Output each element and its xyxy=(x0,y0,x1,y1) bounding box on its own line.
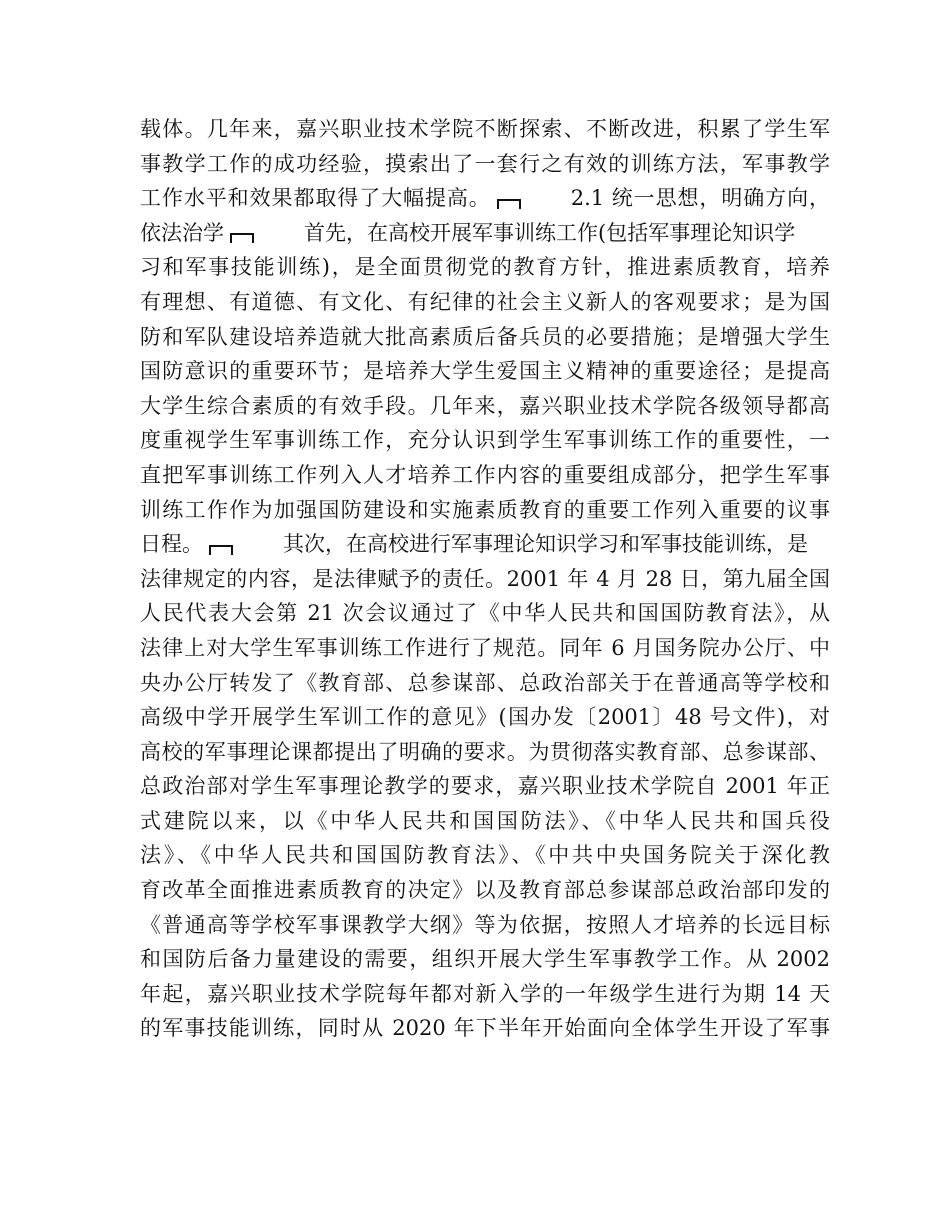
paragraph-mark-icon xyxy=(497,199,521,209)
section-heading: 2.1 统一思想，明确方向， xyxy=(570,186,831,211)
text-line: 式建院以来，以《中华人民共和国国防法》、《中华人民共和国兵役 xyxy=(140,808,830,833)
text-line: 国防意识的重要环节；是培养大学生爱国主义精神的重要途径；是提高 xyxy=(140,359,830,384)
text-line: 有理想、有道德、有文化、有纪律的社会主义新人的客观要求；是为国 xyxy=(140,289,830,314)
text-line xyxy=(140,216,830,251)
paragraph-mark-icon xyxy=(209,545,233,555)
text-line: 育改革全面推进素质教育的决定》以及教育部总参谋部总政治部印发的 xyxy=(140,878,830,903)
text-line: 习和军事技能训练)，是全面贯彻党的教育方针，推进素质教育，培养 xyxy=(140,255,830,280)
text-line: 事教学工作的成功经验，摸索出了一套行之有效的训练方法，军事教学 xyxy=(140,151,830,176)
text-line xyxy=(140,527,830,562)
text-line: 的军事技能训练，同时从 2020 年下半年开始面向全体学生开设了军事 xyxy=(140,1016,830,1041)
section-heading-cont: 依法治学 xyxy=(140,220,224,245)
text-fragment: 工作水平和效果都取得了大幅提高。 xyxy=(140,186,491,211)
text-line: 直把军事训练工作列入人才培养工作内容的重要组成部分，把学生军事 xyxy=(140,462,830,487)
text-fragment: 其次，在高校进行军事理论知识学习和军事技能训练，是 xyxy=(283,532,808,557)
text-line: 大学生综合素质的有效手段。几年来，嘉兴职业技术学院各级领导都高 xyxy=(140,393,830,418)
text-line: 法律规定的内容，是法律赋予的责任。2001 年 4 月 28 日，第九届全国 xyxy=(140,566,830,591)
text-line: 年起，嘉兴职业技术学院每年都对新入学的一年级学生进行为期 14 天 xyxy=(140,981,830,1006)
text-line: 法》、《中华人民共和国国防教育法》、《中共中央国务院关于深化教 xyxy=(140,843,830,868)
paragraph-mark-icon xyxy=(230,233,254,243)
text-line: 和国防后备力量建设的需要，组织开展大学生军事教学工作。从 2002 xyxy=(140,947,830,972)
text-line: 高级中学开展学生军训工作的意见》(国办发〔2001〕48 号文件)，对 xyxy=(140,705,830,730)
text-line xyxy=(140,181,830,216)
text-line: 法律上对大学生军事训练工作进行了规范。同年 6 月国务院办公厅、中 xyxy=(140,635,830,660)
text-line: 央办公厅转发了《教育部、总参谋部、总政治部关于在普通高等学校和 xyxy=(140,670,830,695)
text-line: 人民代表大会第 21 次会议通过了《中华人民共和国国防教育法》，从 xyxy=(140,601,830,626)
text-line: 训练工作作为加强国防建设和实施素质教育的重要工作列入重要的议事 xyxy=(140,497,830,522)
text-fragment: 日程。 xyxy=(140,532,203,557)
text-fragment: 首先，在高校开展军事训练工作(包括军事理论知识学 xyxy=(304,220,796,245)
text-line: 总政治部对学生军事理论教学的要求，嘉兴职业技术学院自 2001 年正 xyxy=(140,774,830,799)
body-text xyxy=(140,112,830,1046)
text-line: 《普通高等学校军事课教学大纲》等为依据，按照人才培养的长远目标 xyxy=(140,912,830,937)
text-line: 高校的军事理论课都提出了明确的要求。为贯彻落实教育部、总参谋部、 xyxy=(140,739,830,764)
text-line: 度重视学生军事训练工作，充分认识到学生军事训练工作的重要性，一 xyxy=(140,428,830,453)
text-line: 防和军队建设培养造就大批高素质后备兵员的必要措施；是增强大学生 xyxy=(140,324,830,349)
text-line: 载体。几年来，嘉兴职业技术学院不断探索、不断改进，积累了学生军 xyxy=(140,117,830,141)
